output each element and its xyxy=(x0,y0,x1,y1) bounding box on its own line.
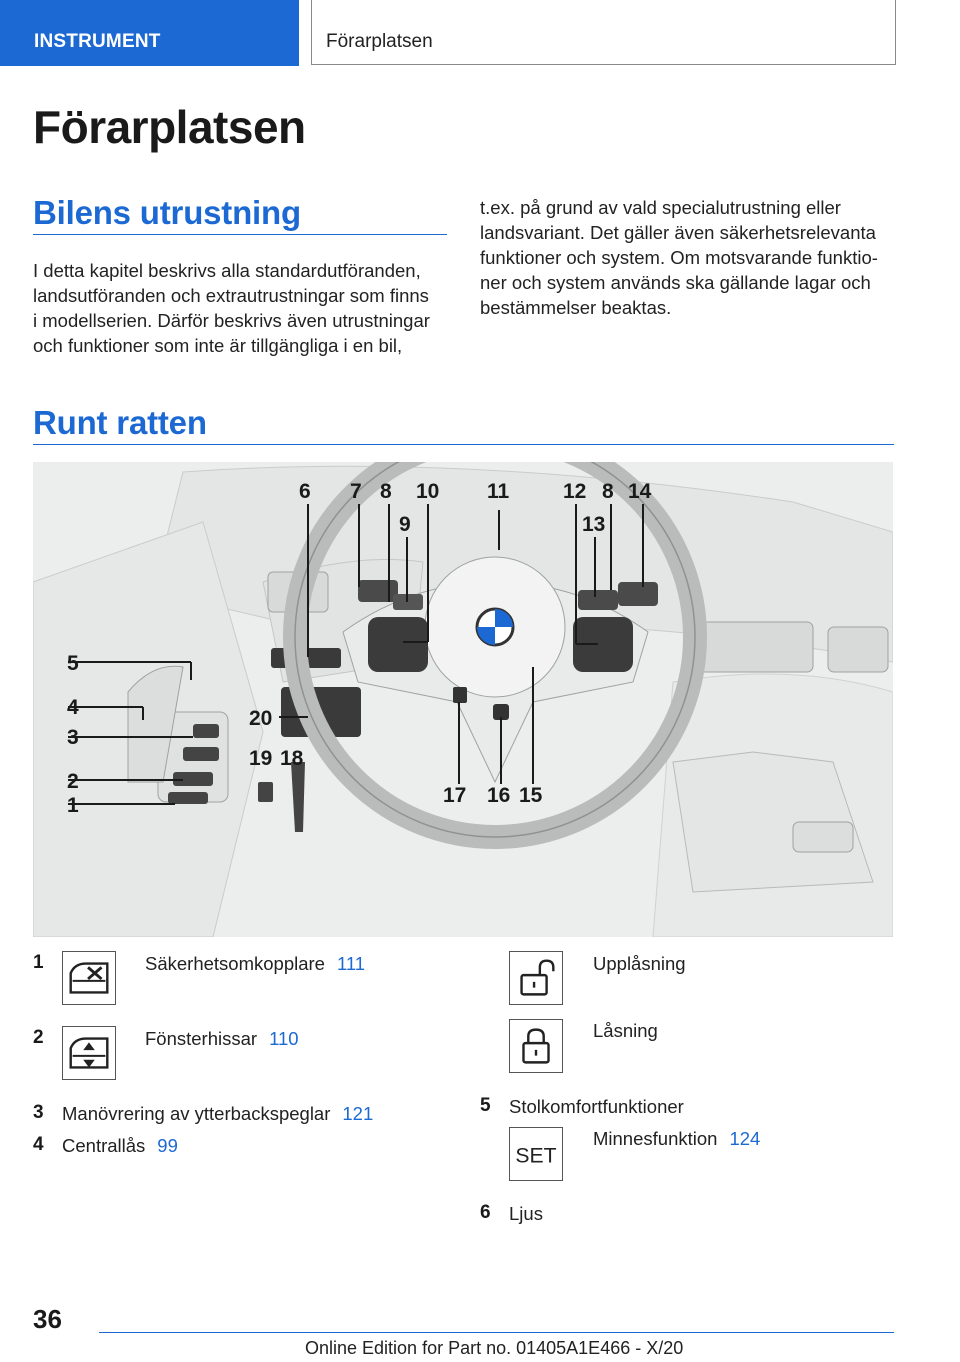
legend-number: 4 xyxy=(33,1134,44,1155)
callout-8b: 8 xyxy=(602,480,614,503)
callout-2: 2 xyxy=(67,770,79,793)
lock-icon xyxy=(509,1019,563,1073)
text-line: t.ex. på grund av vald specialutrustning eller xyxy=(480,197,841,218)
text-line: landsvariant. Det gäller även säkerhetsrelevanta xyxy=(480,222,876,243)
legend-item-window-lift xyxy=(145,1028,299,1050)
legend-number: 6 xyxy=(480,1202,491,1223)
legend-label: Ljus xyxy=(509,1203,543,1224)
callout-20: 20 xyxy=(249,707,273,730)
callout-18: 18 xyxy=(280,747,304,770)
page-reference-link[interactable]: 111 xyxy=(336,953,366,974)
section-heading-steering: Runt ratten xyxy=(33,404,207,441)
section-rule xyxy=(33,444,894,445)
callout-1: 1 xyxy=(67,794,79,817)
section-rule xyxy=(33,234,447,235)
legend-label: Upplåsning xyxy=(593,953,686,974)
callout-5: 5 xyxy=(67,652,79,675)
callout-12: 12 xyxy=(563,480,587,503)
legend-item-lock xyxy=(593,1020,658,1042)
legend-label: Låsning xyxy=(593,1020,658,1041)
window-lift-icon xyxy=(62,1026,116,1080)
page-reference-link[interactable]: 110 xyxy=(269,1028,299,1049)
page-reference-link[interactable]: 99 xyxy=(157,1135,178,1156)
callout-4: 4 xyxy=(67,696,79,719)
callout-6: 6 xyxy=(299,480,311,503)
callout-17: 17 xyxy=(443,784,467,807)
legend-item-mirrors xyxy=(62,1103,373,1125)
callout-14: 14 xyxy=(628,480,652,503)
section-tab xyxy=(0,0,299,66)
callout-19: 19 xyxy=(249,747,273,770)
callout-16: 16 xyxy=(487,784,511,807)
intro-column-2 xyxy=(480,195,878,320)
page-reference-link[interactable]: 121 xyxy=(342,1103,374,1124)
set-icon-text: SET xyxy=(515,1144,557,1168)
callout-8: 8 xyxy=(380,480,392,503)
callout-11: 11 xyxy=(487,480,510,503)
set-icon xyxy=(509,1127,563,1181)
page-number: 36 xyxy=(33,1304,62,1334)
text-line: ner och system används ska gällande lagar och xyxy=(480,272,871,293)
legend-number: 2 xyxy=(33,1027,44,1048)
legend-label: Centrallås xyxy=(62,1135,146,1156)
cockpit-illustration xyxy=(33,462,893,937)
legend-item-memory xyxy=(593,1128,760,1150)
cockpit-drawing xyxy=(33,462,893,937)
page-label: Förarplatsen xyxy=(326,31,433,52)
legend-label: Fönsterhissar xyxy=(145,1028,258,1049)
text-line: i modellserien. Därför beskrivs även utrustningar xyxy=(33,310,430,331)
text-line: landsutföranden och extrautrustningar som finns xyxy=(33,285,429,306)
unlock-icon xyxy=(509,951,563,1005)
callout-7: 7 xyxy=(350,480,362,503)
intro-column-1 xyxy=(33,258,430,358)
legend-label: Säkerhetsomkopplare xyxy=(145,953,325,974)
legend-number: 1 xyxy=(33,952,44,973)
text-line: bestämmelser beaktas. xyxy=(480,297,672,318)
callout-9: 9 xyxy=(399,513,411,536)
legend-item-safety-switch xyxy=(145,953,365,975)
text-line: I detta kapitel beskrivs alla standardutföranden, xyxy=(33,260,421,281)
callout-3: 3 xyxy=(67,726,79,749)
legend-item-unlock xyxy=(593,953,686,975)
legend-item-central-locking xyxy=(62,1135,178,1157)
legend-label: Manövrering av ytterbackspeglar xyxy=(62,1103,331,1124)
legend-label: Minnesfunktion xyxy=(593,1128,718,1149)
section-label: INSTRUMENT xyxy=(34,31,161,52)
legend-item-lights xyxy=(509,1203,543,1225)
safety-switch-icon xyxy=(62,951,116,1005)
text-line: funktioner och system. Om motsvarande funktio- xyxy=(480,247,878,268)
legend-label: Stolkomfortfunktioner xyxy=(509,1096,684,1117)
callout-15: 15 xyxy=(519,784,543,807)
footer-rule xyxy=(99,1332,894,1333)
page-reference-link[interactable]: 124 xyxy=(729,1128,761,1149)
callout-10: 10 xyxy=(416,480,440,503)
legend-number: 5 xyxy=(480,1095,491,1116)
page-tab xyxy=(311,0,896,65)
section-heading-equipment: Bilens utrustning xyxy=(33,194,301,231)
legend-item-seat-comfort xyxy=(509,1096,684,1118)
legend-number: 3 xyxy=(33,1102,44,1123)
edition-note: Online Edition for Part no. 01405A1E466 - X/20 xyxy=(305,1338,684,1358)
text-line: och funktioner som inte är tillgängliga i en bil, xyxy=(33,335,403,356)
callout-13: 13 xyxy=(582,513,606,536)
page-title: Förarplatsen xyxy=(33,101,306,153)
